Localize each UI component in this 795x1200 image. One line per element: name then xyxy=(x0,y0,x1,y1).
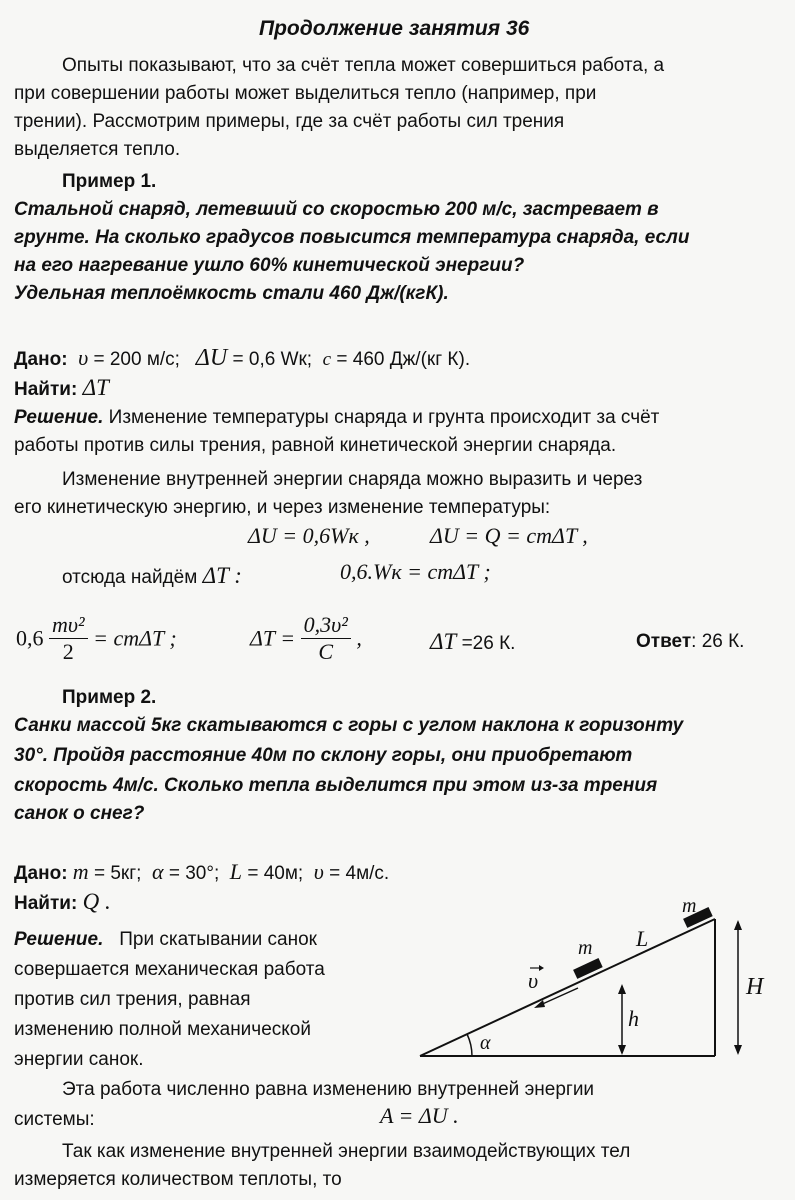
solution-label: Решение. xyxy=(14,407,104,428)
example2-heading: Пример 2. xyxy=(62,687,157,708)
incline-diagram xyxy=(410,896,780,1066)
length-label: L xyxy=(636,926,649,951)
example1-para-line-1: Изменение внутренней энергии снаряда можно выразить и через xyxy=(62,469,643,490)
equation-du-wk: ΔU = 0,6Wк , xyxy=(248,523,370,548)
work-equation: A = ΔU . xyxy=(380,1103,459,1128)
equation-delta-t-value: ΔT =26 К. xyxy=(430,629,516,654)
angle-label: α xyxy=(480,1032,491,1054)
example1-find: Найти: ΔT xyxy=(14,375,109,400)
mass-label-middle: m xyxy=(578,937,593,959)
mass-label-top: m xyxy=(682,896,697,917)
given-label: Дано xyxy=(14,349,62,370)
example1-solution-line-2: работы против силы трения, равной кинетической энергии снаряда. xyxy=(14,435,617,456)
last-line-1: Так как изменение внутренней энергии взаимодействующих тел xyxy=(62,1141,631,1162)
example1-problem-line-2: грунте. На сколько градусов повысится температура снаряда, если xyxy=(14,227,690,248)
example2-problem-line-2: 30°. Пройдя расстояние 40м по склону горы, они приобретают xyxy=(14,745,633,766)
velocity-value: = 200 м/с; xyxy=(93,349,180,370)
example2-solution-line-4: изменению полной механической xyxy=(14,1019,311,1040)
find-label: Найти xyxy=(14,379,71,400)
example2-solution-line-2: совершается механическая работа xyxy=(14,959,325,980)
example1-problem-line-4: Удельная теплоёмкость стали 460 Дж/(кгК). xyxy=(14,283,449,304)
example1-problem-line-1: Стальной снаряд, летевший со скоростью 200 м/с, застревает в xyxy=(14,199,659,220)
intro-line-4: выделяется тепло. xyxy=(14,139,181,160)
intro-line-3: трении). Рассмотрим примеры, где за счёт работы сил трения xyxy=(14,111,565,132)
equation-du-q: ΔU = Q = cmΔT , xyxy=(430,523,588,548)
intro-line-2: при совершении работы может выделиться тепло (например, при xyxy=(14,83,597,104)
example2-problem-line-4: санок о снег? xyxy=(14,803,145,824)
example1-given: Дано: υ = 200 м/с; ΔU = 0,6 Wк; c = 460 Дж/(кг К). xyxy=(14,345,471,371)
example2-solution-line-1: Решение. При скатывании санок xyxy=(14,929,317,950)
velocity-arrow xyxy=(538,988,578,1006)
example2-solution-line-3: против сил трения, равная xyxy=(14,989,251,1010)
heat-capacity-value: = 460 Дж/(кг К). xyxy=(336,349,471,370)
example1-solution-line-1: Решение. Изменение температуры снаряда и грунта происходит за счёт xyxy=(14,407,660,428)
height-h-label: h xyxy=(628,1006,639,1031)
work-line-2: системы: xyxy=(14,1109,95,1130)
example2-given: Дано: m = 5кг; α = 30°; L = 40м; υ = 4м/с. xyxy=(14,859,390,884)
example2-problem-line-1: Санки массой 5кг скатываются с горы с углом наклона к горизонту xyxy=(14,715,684,736)
equation-delta-t-fraction: ΔT = $\frac{\text{0,3υ²}}{C}$ , xyxy=(250,612,362,664)
sled-block-middle xyxy=(573,958,603,979)
delta-u-value: = 0,6 Wк; xyxy=(232,349,313,370)
example2-problem-line-3: скорость 4м/с. Сколько тепла выделится при этом из-за трения xyxy=(14,775,658,796)
work-line-1: Эта работа численно равна изменению внутренней энергии xyxy=(62,1079,595,1100)
delta-u-symbol: ΔU xyxy=(195,345,228,371)
last-line-2: измеряется количеством теплоты, то xyxy=(14,1169,342,1190)
example2-find: Найти: Q . xyxy=(14,889,111,914)
page-title: Продолжение занятия 36 xyxy=(259,17,530,40)
heat-capacity-symbol: c xyxy=(322,349,332,370)
velocity-label: υ xyxy=(528,968,539,993)
angle-arc xyxy=(467,1034,472,1056)
find-symbol: ΔT xyxy=(82,375,109,400)
equation-kinetic-fraction: 0,6 $\frac{\text{mυ²}}{2}$ = cmΔT ; xyxy=(16,612,177,664)
answer: Ответ: 26 К. xyxy=(636,631,745,652)
hence-line: отсюда найдём ΔT : xyxy=(62,563,242,588)
example1-heading: Пример 1. xyxy=(62,171,157,192)
example1-para-line-2: его кинетическую энергию, и через изменение температуры: xyxy=(14,497,551,518)
equation-wk-cmdt: 0,6.Wк = cmΔT ; xyxy=(340,559,491,584)
intro-line-1: Опыты показывают, что за счёт тепла может совершиться работа, а xyxy=(62,55,665,76)
velocity-symbol: υ xyxy=(78,345,89,370)
slope-line xyxy=(420,919,715,1056)
height-H-label: H xyxy=(746,974,764,1000)
example1-problem-line-3: на его нагревание ушло 60% кинетической энергии? xyxy=(14,255,525,276)
example2-solution-line-5: энергии санок. xyxy=(14,1049,144,1070)
